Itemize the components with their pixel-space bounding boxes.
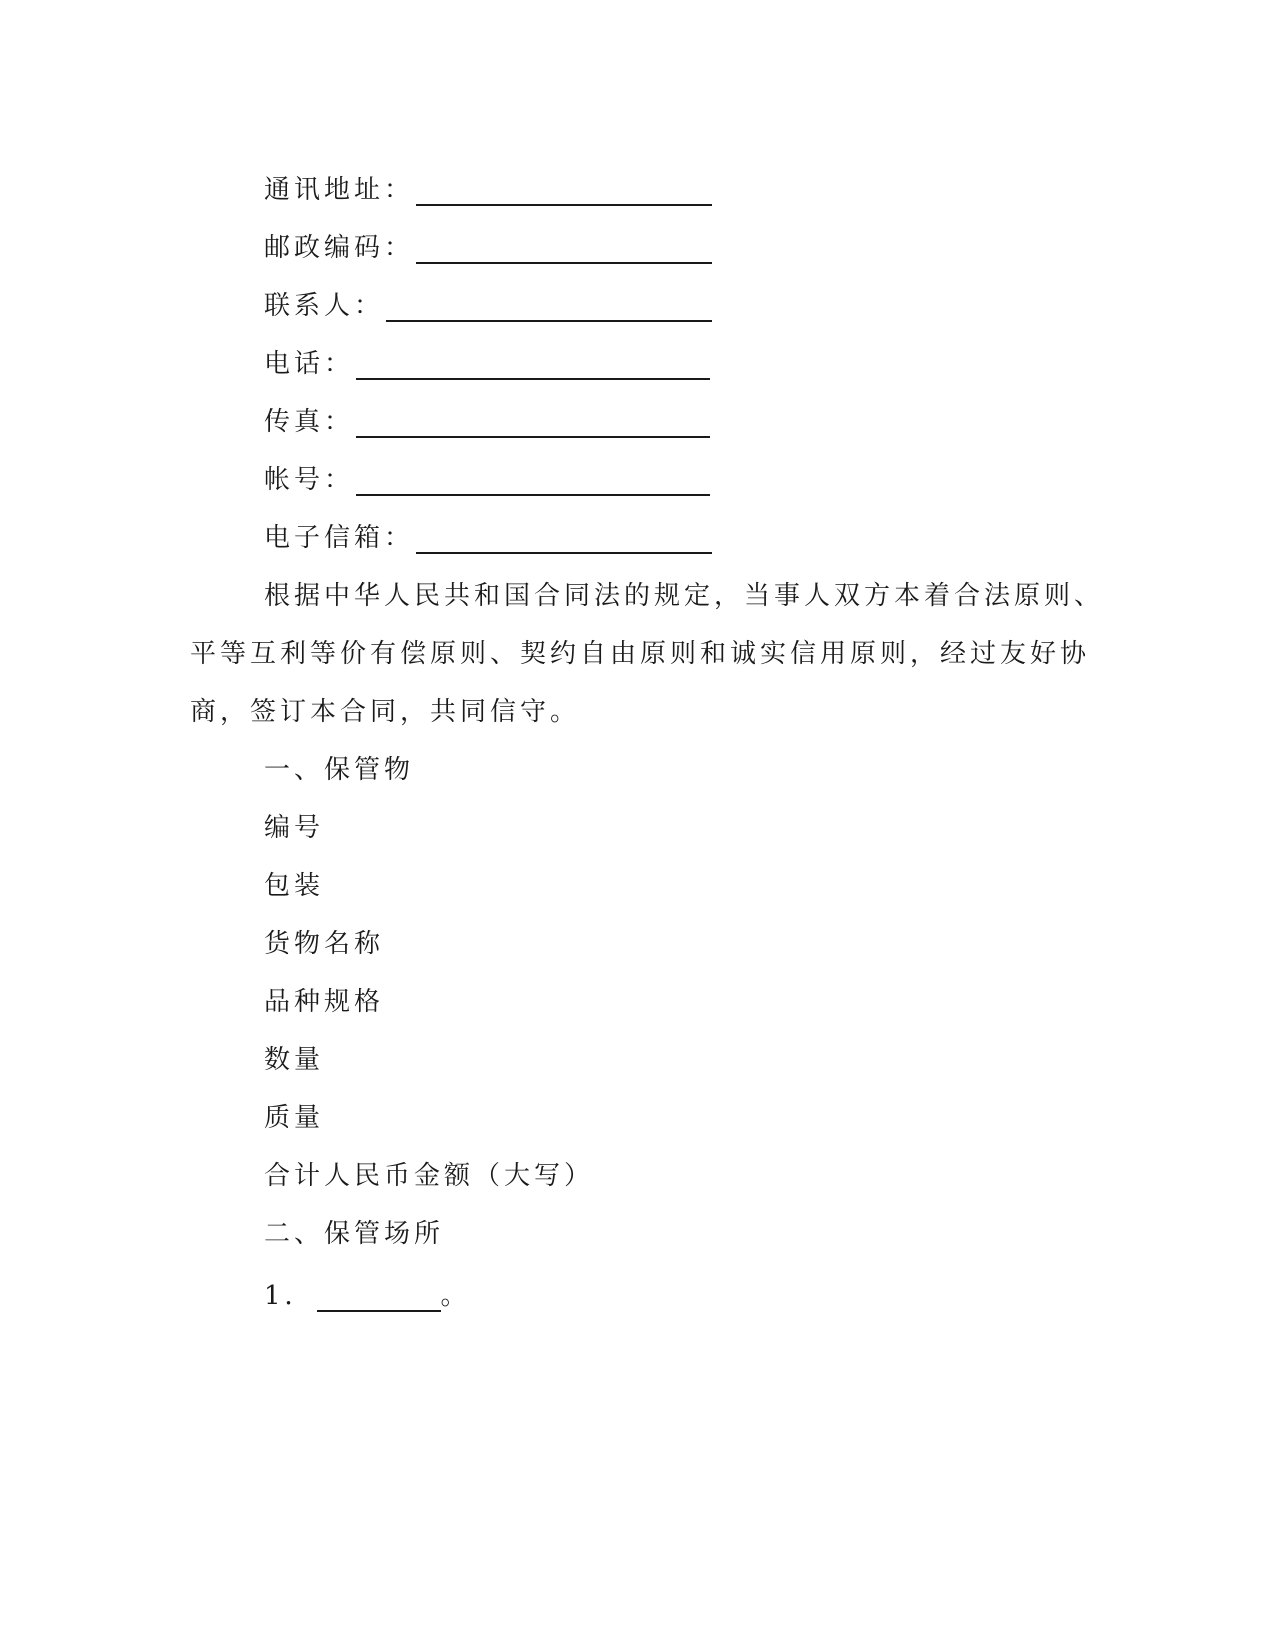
item-spec: 品种规格	[264, 987, 385, 1017]
field-account	[264, 464, 710, 496]
preamble-line-1: 根据中华人民共和国合同法的规定，当事人双方本着合法原则、	[264, 581, 1105, 611]
field-label: 联系人：	[264, 291, 385, 321]
field-label: 邮政编码：	[264, 233, 415, 263]
item-quantity: 数量	[264, 1045, 325, 1075]
field-label: 通讯地址：	[264, 175, 415, 205]
fill-blank[interactable]	[356, 468, 710, 496]
section-2-item-1	[264, 1280, 471, 1312]
item-total-amount: 合计人民币金额（大写）	[264, 1161, 595, 1191]
field-postcode	[264, 232, 712, 264]
field-label: 电子信箱：	[264, 523, 415, 553]
item-number: 编号	[264, 813, 325, 843]
fill-blank[interactable]	[416, 178, 712, 206]
preamble-line-2: 平等互利等价有偿原则、契约自由原则和诚实信用原则，经过友好协	[190, 639, 1091, 669]
item-suffix: 。	[440, 1281, 471, 1311]
field-label: 帐号：	[264, 465, 355, 495]
field-fax	[264, 406, 710, 438]
item-goods-name: 货物名称	[264, 929, 385, 959]
field-email	[264, 522, 712, 554]
section-1-heading: 一、保管物	[264, 755, 415, 785]
field-label: 电话：	[264, 349, 355, 379]
fill-blank[interactable]	[317, 1284, 441, 1312]
section-2-heading: 二、保管场所	[264, 1219, 445, 1249]
item-packaging: 包装	[264, 871, 325, 901]
field-address	[264, 174, 712, 206]
fill-blank[interactable]	[416, 236, 712, 264]
field-label: 传真：	[264, 407, 355, 437]
fill-blank[interactable]	[356, 410, 710, 438]
field-phone	[264, 348, 710, 380]
fill-blank[interactable]	[386, 294, 712, 322]
preamble-line-3: 商，签订本合同，共同信守。	[190, 697, 581, 727]
item-prefix: 1．	[264, 1281, 315, 1311]
item-quality: 质量	[264, 1103, 325, 1133]
fill-blank[interactable]	[416, 526, 712, 554]
fill-blank[interactable]	[356, 352, 710, 380]
field-contact-person	[264, 290, 712, 322]
